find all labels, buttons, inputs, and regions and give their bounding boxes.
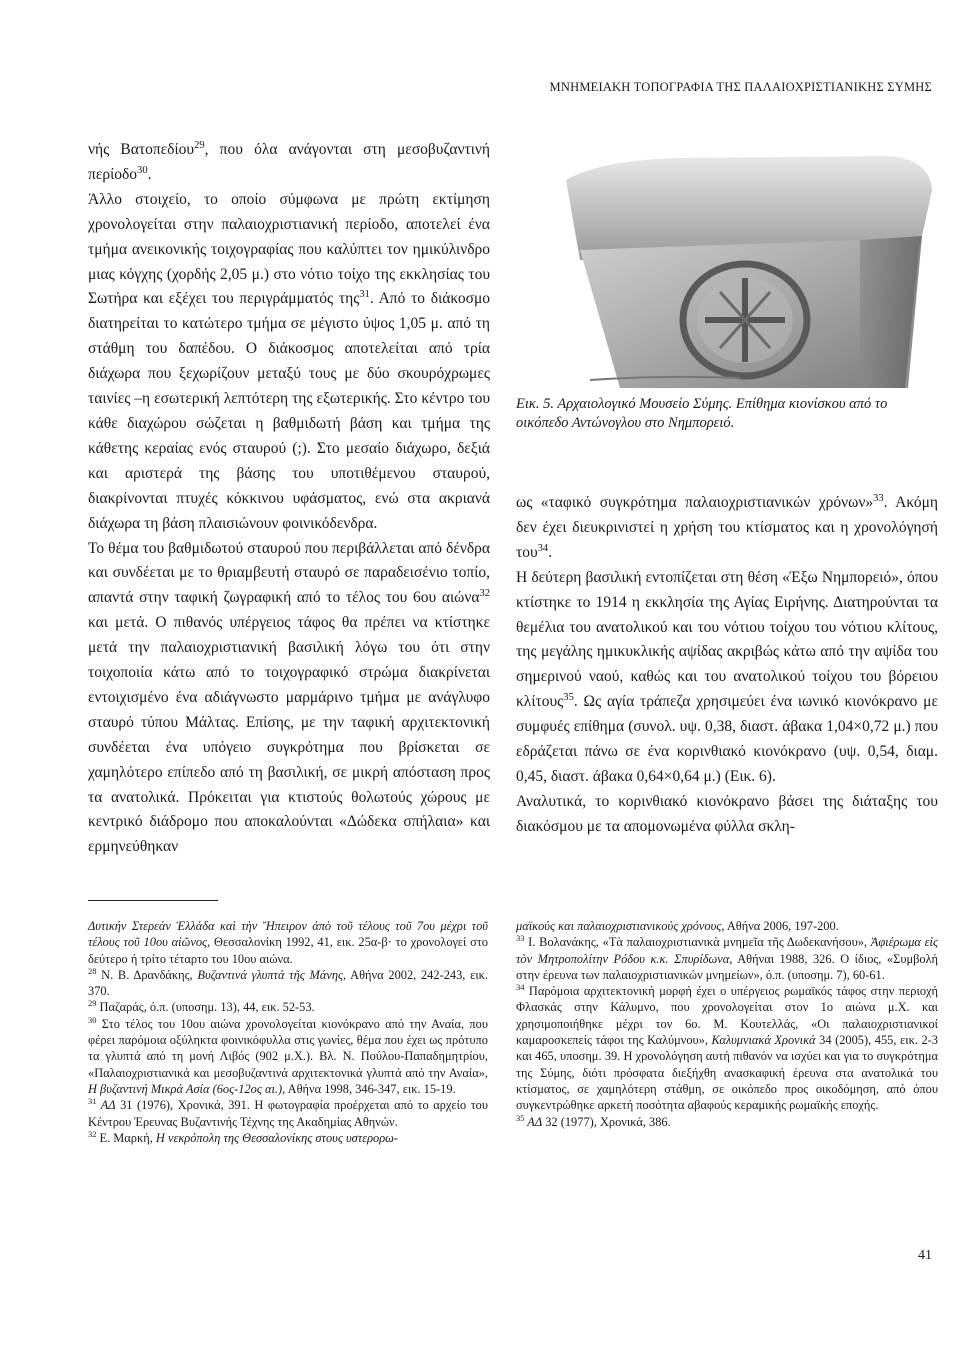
footnote-ref: 30 [137, 164, 148, 176]
footnote: $^{30}$ Στο τέλος του 10ου αιώνα χρονολογείται κιονόκρανο από την Αναία, που φέρει παρόμοια οξύληκτα φοινικόφυλλα στις γωνίες, θέμα που έχει ως πρότυπο τα γλυπτά από τη μονή Λιβός (902 μ.Χ.). Βλ. Ν. Πούλου-Παπαδημητρίου, «Παλαιοχριστιανικά και μεσοβυζαντινά αρχιτεκτονικά γλυπτά από την Αναία», Η βυζαντινή Μικρά Ασία (6ος-12ος αι.), Αθήνα 1998, 346-347, εικ. 15-19. [88, 1014, 488, 1096]
footnote: $^{32}$ Ε. Μαρκή, Η νεκρόπολη της Θεσσαλονίκης στους υστερορω- [88, 1128, 399, 1145]
paragraph: Αναλυτικά, το κορινθιακό κιονόκρανο βάσει της διάταξης του διακόσμου με τα απομονωμένα φύλλα σκλη- [516, 792, 938, 835]
right-column [516, 491, 938, 840]
column-capital-photo [560, 150, 935, 388]
footnote: $^{34}$ Παρόμοια αρχιτεκτονική μορφή έχει ο υπέργειος ρωμαϊκός τάφος στην περιοχή Φλασκάς στην Κάλυμνο, που χρονολογείται στον 1ο αιώνα μ.Χ. και χρησιμοποιήθηκε μέχρι τον 6ο. Μ. Κουτελλάς, «Οι παλαιοχριστιανικοί καμαροσκεπείς τάφοι της Καλύμνου», Καλυμνιακά Χρονικά 34 (2005), 455, εικ. 2-3 και 465, υποσημ. 39. Η χρονολόγηση αυτή πιθανόν να ισχύει και για το συγκρότημα της Σύμης, διότι πρόσφατα διεξήχθη ανασκαφική έρευνα στα ανατολικά του κτίσματος, σε χαμηλότερη στάθμη, σε οικόπεδο προς οικοδόμηση, από όπου συγκεντρώθηκε αρκετή ποσότητα αβαφούς κεραμικής ρωμαϊκής εποχής. [516, 982, 938, 1113]
footnote: $^{28}$ Ν. Β. Δρανδάκης, Βυζαντινά γλυπτά τῆς Μάνης, Αθήνα 2002, 242-243, εικ. 370. [88, 965, 488, 999]
footnote: μαϊκούς και παλαιοχριστιανικούς χρόνους, Αθήνα 2006, 197-200. [516, 919, 839, 933]
footnotes-right [516, 918, 938, 1130]
page-number: 41 [918, 1248, 932, 1263]
footnote: $^{33}$ Ι. Βολανάκης, «Τὰ παλαιοχριστιανικὰ μνημεῖα τῆς Δωδεκανήσου», Ἀφιέρωμα εἰς τὸν Μητροπολίτην Ρόδου κ.κ. Σπυρίδωνα, Αθήναι 1988, 326. Ο ίδιος, «Συμβολή στην έρευνα των παλαιοχριστιανικών μνημείων», ό.π. (υποσημ. 7), 60-61. [516, 933, 939, 982]
paragraph: Άλλο στοιχείο, το οποίο σύμφωνα με πρώτη εκτίμηση χρονολογείται στην παλαιοχριστιανική περίοδο, αποτελεί ένα τμήμα ανεικονικής τοιχογραφίας που καλύπτει τον ημικύλινδρο μιας κόγχης (χορδής 2,05 μ.) στο νότιο τοίχο της εκκλησίας του Σωτήρα και εξέχει του περιγράμματός της$^{31}$. Από το διάκοσμο διατηρείται το κατώτερο τμήμα σε μέγιστο ύψος 1,05 μ. από τη στάθμη του δαπέδου. Ο διάκοσμος αποτελείται από τρία διάχωρα που ξεχωρίζουν μεταξύ τους με δύο σκουρόχρωμες ταινίες –η εσωτερική λεπτότερη της εξωτερικής. Στο κέντρο του κάθε διαχώρου σώζεται η βαθμιδωτή βάση και τμήμα της κάθετης κεραίας ενός σταυρού (;). Στο μεσαίο διάχωρο, δεξιά και αριστερά της βάσης του υποτιθέμενου σταυρού, διακρίνονται πτυχές κόκκινου υφάσματος, ενώ στα ακριανά διάχωρα τη βάση πλαισιώνουν φοινικόδενδρα. [88, 190, 490, 532]
figure-caption: Εικ. 5. Αρχαιολογικό Μουσείο Σύμης. Επίθημα κιονίσκου από το οικόπεδο Αντώνογλου στο Νημπορειό. [516, 396, 888, 431]
footnote: $^{29}$ Παζαράς, ό.π. (υποσημ. 13), 44, εικ. 52-53. [88, 998, 315, 1015]
paragraph: Το θέμα του βαθμιδωτού σταυρού που περιβάλλεται από δένδρα και συνδέεται με το θριαμβευτή σταυρό σε παραδεισένιο τοπίο, απαντά στην ταφική ζωγραφική από το τέλος του 6ου αιώνα$^{32}$ και μετά. Ο πιθανός υπέργειος τάφος θα πρέπει να κτίστηκε μετά την παλαιοχριστιανική βασιλική λόγω του ότι στην τοιχοποιία κάτω από το τοιχογραφικό στρώμα διακρίνεται εντοιχισμένο ένα αδιάγνωστο μαρμάρινο τμήμα με ανάγλυφο σταυρό τύπου Μάλτας. Επίσης, με την ταφική αρχιτεκτονική συνδέεται ένα υπόγειο συγκρότημα που βρίσκεται σε χαμηλότερο επίπεδο από τη βασιλική, σε μικρή απόσταση προς τα ανατολικά. Πρόκειται για κτιστούς θολωτούς χώρους με κεντρικό διάδρομο που αποκαλούνται «Δώδεκα σπήλαια» και ερμηνεύθηκαν [88, 539, 490, 856]
footnote-ref: 32 [479, 588, 490, 600]
left-column [88, 138, 490, 860]
footnotes-left [88, 918, 488, 1146]
footnote-ref: 34 [537, 542, 549, 554]
footnote-ref: 33 [873, 492, 884, 504]
paragraph: Η δεύτερη βασιλική εντοπίζεται στη θέση «Έξω Νημπορειό», όπου κτίστηκε το 1914 η εκκλησία της Αγίας Ειρήνης. Διατηρούνται τα θεμέλια του ανατολικού και του νότιου τοίχου του νότιου κλίτους, της μεγάλης ημικυκλικής αψίδας ακριβώς κάτω από την αψίδα του σημερινού ναού, καθώς και του ανατολικού τοίχου του βόρειου κλίτους$^{35}$. Ως αγία τράπεζα χρησιμεύει ένα ιωνικό κιονόκρανο με συμφυές επίθημα (συνολ. υψ. 0,38, διαστ. άβακα 1,04×0,72 μ.) που εδράζεται πάνω σε ένα κορινθιακό κιονόκρανο (υψ. 0,54, διαμ. 0,45, διαστ. άβακα 0,64×0,64 μ.) (Εικ. 6). [516, 568, 938, 785]
paragraph: ως «ταφικό συγκρότημα παλαιοχριστιανικών χρόνων»$^{33}$. Ακόμη δεν έχει διευκρινιστεί η χρήση του κτίσματος και η χρονολόγησή του$^{34}$. [516, 492, 938, 561]
footnote: $^{31}$ ΑΔ 31 (1976), Χρονικά, 391. Η φωτογραφία προέρχεται από το αρχείο του Κέντρου Έρευνας Βυζαντινής Τέχνης της Ακαδημίας Αθηνών. [88, 1096, 489, 1129]
paragraph: νής Βατοπεδίου$^{29}$, που όλα ανάγονται στη μεσοβυζαντινή περίοδο$^{30}$. [88, 139, 490, 183]
running-title: ΜΝΗΜΕΙΑΚΗ ΤΟΠΟΓΡΑΦΙΑ ΤΗΣ ΠΑΛΑΙΟΧΡΙΣΤΙΑΝΙΚΗΣ ΣΥΜΗΣ [549, 80, 932, 94]
footnote-ref: 31 [359, 289, 370, 301]
figure-photo [560, 150, 935, 388]
footnote-ref: 29 [194, 139, 205, 151]
footnote-ref: 35 [563, 692, 574, 704]
footnote-divider [88, 900, 218, 901]
footnote: Δυτικήν Στερεάν Ἑλλάδα καὶ τὴν Ἤπειρον ἀπὸ τοῦ τέλους τοῦ 7ου μέχρι τοῦ τέλους τοῦ 10ου αἰῶνος, Θεσσαλονίκη 1992, 41, εικ. 25α-β· το χρονολογεί στο δεύτερο ή τρίτο τέταρτο του 10ου αιώνα. [88, 919, 488, 966]
footnote: $^{35}$ ΑΔ 32 (1977), Χρονικά, 386. [516, 1112, 671, 1129]
